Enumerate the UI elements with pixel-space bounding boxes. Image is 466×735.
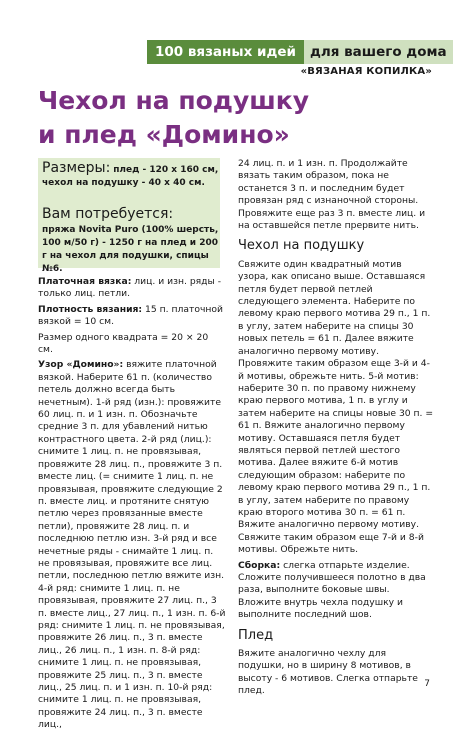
paragraph-pillow: Свяжите один квадратный мотив узора, как описано выше. Оставшаяся петля будет первой петлей следующего элемента. Наберите по левому краю первого мотива 29 п., 1 п. в углу, затем наберите на спицы 30 новых петель = 61 п. Далее вяжите аналогично первому мотиву. Провяжите таким образом еще 3-й и 4-й мотивы, обрежьте нить. 5-й мотив: наберите 30 п. по правому нижнему краю первого мотива, 1 п. в углу и затем наберите на спицы новые 30 п. = 61 п. Вяжите аналогично первому мотиву. Оставшаяся петля будет являться первой петлей шестого мотива. Далее вяжите 6-й мотив следующим образом: наберите по левому краю первого мотива 29 п., 1 п. в углу, затем наберите по правому краю второго мотива 30 п. = 61 п. Вяжите аналогично первому мотиву. Свяжите таким образом еще 7-й и 8-й мотивы. Обрежьте нить. xyxy=(238,258,434,556)
paragraph-square-size: Размер одного квадрата = 20 × 20 см. xyxy=(38,331,209,356)
left-column xyxy=(38,276,226,735)
text-gauge: 15 п. платочной вязкой = 10 см. xyxy=(38,303,223,328)
heading-plaid: Плед xyxy=(238,627,274,643)
label-gauge: Плотность вязания: xyxy=(38,303,143,315)
heading-pillow: Чехол на подушку xyxy=(238,238,365,254)
text-garter: лиц. и изн. ряды - только лиц. петли. xyxy=(38,276,222,300)
materials-text: пряжа Novita Puro (100% шерсть, 100 м/50 г) - 1250 г на плед и 200 г на чехол для подушки, спицы №6. xyxy=(42,225,219,274)
label-domino: Узор «Домино»: xyxy=(38,359,124,371)
paragraph-assembly xyxy=(238,560,434,622)
paragraph-garter xyxy=(38,276,226,301)
header-bar xyxy=(147,40,447,64)
header-subtitle: «ВЯЗАНАЯ КОПИЛКА» xyxy=(300,66,432,77)
page-number: 7 xyxy=(424,679,430,689)
paragraph-domino-pattern xyxy=(38,359,226,731)
label-assembly: Сборка: xyxy=(238,559,281,571)
right-column xyxy=(238,158,434,701)
header-right: для вашего дома xyxy=(304,40,453,64)
sizes-block xyxy=(42,162,222,190)
text-domino: вяжите платочной вязкой. Наберите 61 п. (количество петель должно всегда быть нечетным). 1-й ряд (изн.): провяжите 60 лиц. п. и 1 изн. п. Обозначьте средние 3 п. для убавлений нитью контрастного цвета. 2-й ряд (лиц.): снимите 1 лиц. п. не провязывая, провяжите 28 лиц. п., провяжите 3 п. вместе лиц. (= снимите 1 лиц. п. не провязывая, провяжите следующие 2 п. вместе лиц. и протяните снятую петлю через провязанные вместе петли), провяжите 28 лиц. п. и последнюю петлю изн. 3-й ряд и все нечетные ряды - снимайте 1 лиц. п. не провязывая, провяжите все лиц. петли, последнюю петлю вяжите изн. 4-й ряд: снимите 1 лиц. п. не провязывая, провяжите 27 лиц. п., 3 п. вместе лиц., 27 лиц. п., 1 изн. п. 6-й ряд: снимите 1 лиц. п. не провязывая, провяжите 26 лиц. п., 3 п. вместе лиц., 26 лиц. п., 1 изн. п. 8-й ряд: снимите 1 лиц. п. не провязывая, провяжите 25 лиц. п., 3 п. вместе лиц., 25 лиц. п. и 1 изн. п. 10-й ряд: снимите 1 лиц. п. не провязывая, провяжите 24 лиц. п., 3 п. вместе лиц., xyxy=(38,359,226,731)
text-assembly: слегка отпарьте изделие. Сложите получившееся полотно в два раза, выполните боковые швы. Вложите внутрь чехла подушку и выполните последний шов. xyxy=(238,559,426,621)
paragraph-plaid: Вяжите аналогично чехлу для подушки, но в ширину 8 мотивов, в высоту - 6 мотивов. Слегка отпарьте плед. xyxy=(238,648,418,697)
page-title xyxy=(38,84,438,152)
label-garter: Платочная вязка: xyxy=(38,276,132,287)
materials-label: Вам потребуется: xyxy=(42,206,174,222)
title-line-2: и плед «Домино» xyxy=(38,120,290,149)
header-left: 100 вязаных идей xyxy=(147,40,304,64)
title-line-1: Чехол на подушку xyxy=(38,86,310,115)
sizes-plaid: плед - 120 х 160 см, xyxy=(113,165,219,175)
sizes-pillow: чехол на подушку - 40 х 40 см. xyxy=(42,178,205,188)
sizes-label: Размеры: xyxy=(42,160,111,176)
paragraph-continue: 24 лиц. п. и 1 изн. п. Продолжайте вязать таким образом, пока не останется 3 п. и последним будет провязан ряд с изнаночной стороны. Провяжите еще раз 3 п. вместе лиц. и на оставшейся петле прервите нить. xyxy=(238,158,426,232)
paragraph-gauge xyxy=(38,304,226,329)
